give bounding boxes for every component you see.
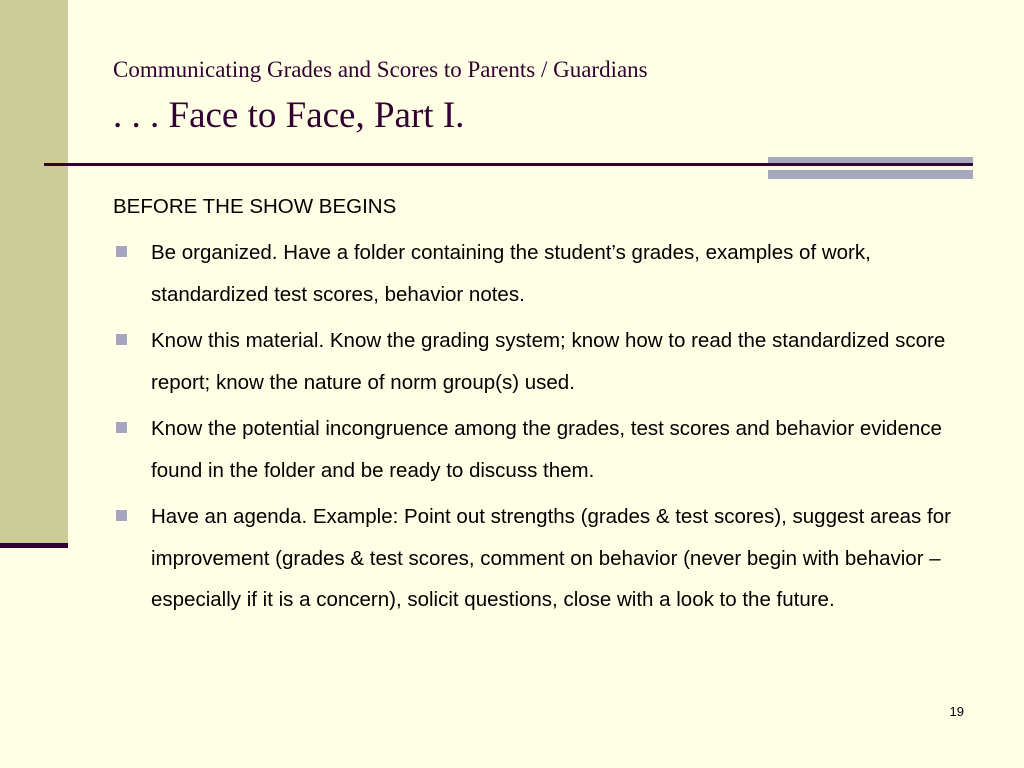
bullet-item-4 <box>113 496 983 621</box>
square-bullet-icon <box>116 422 127 433</box>
slide-title-line1: Communicating Grades and Scores to Parents / Guardians <box>113 57 648 82</box>
square-bullet-icon <box>116 246 127 257</box>
bullet-list <box>113 232 983 621</box>
left-sidebar-rule <box>0 543 68 548</box>
square-bullet-icon <box>116 334 127 345</box>
bullet-text: Have an agenda. Example: Point out strengths (grades & test scores), suggest areas for improvement (grades & test scores, comment on behavior (never begin with behavior – especially if it is a concern), solicit questions, close with a look to the future. <box>151 505 951 611</box>
bullet-text: Know this material. Know the grading system; know how to read the standardized score report; know the nature of norm group(s) used. <box>151 329 946 394</box>
title-divider-rule <box>44 163 770 166</box>
page-number: 19 <box>949 704 964 719</box>
bullet-item-3 <box>113 408 983 491</box>
bullet-item-1 <box>113 232 983 315</box>
bullet-text: Be organized. Have a folder containing the student’s grades, examples of work, standardized test scores, behavior notes. <box>151 241 871 306</box>
bullet-text: Know the potential incongruence among the grades, test scores and behavior evidence found in the folder and be ready to discuss them. <box>151 417 942 482</box>
slide-body <box>113 192 983 621</box>
bullet-item-2 <box>113 320 983 403</box>
slide-title-line2: . . . Face to Face, Part I. <box>113 95 465 136</box>
title-accent-block <box>768 157 973 179</box>
left-sidebar-decoration <box>0 0 68 543</box>
section-heading: BEFORE THE SHOW BEGINS <box>113 195 397 218</box>
square-bullet-icon <box>116 510 127 521</box>
